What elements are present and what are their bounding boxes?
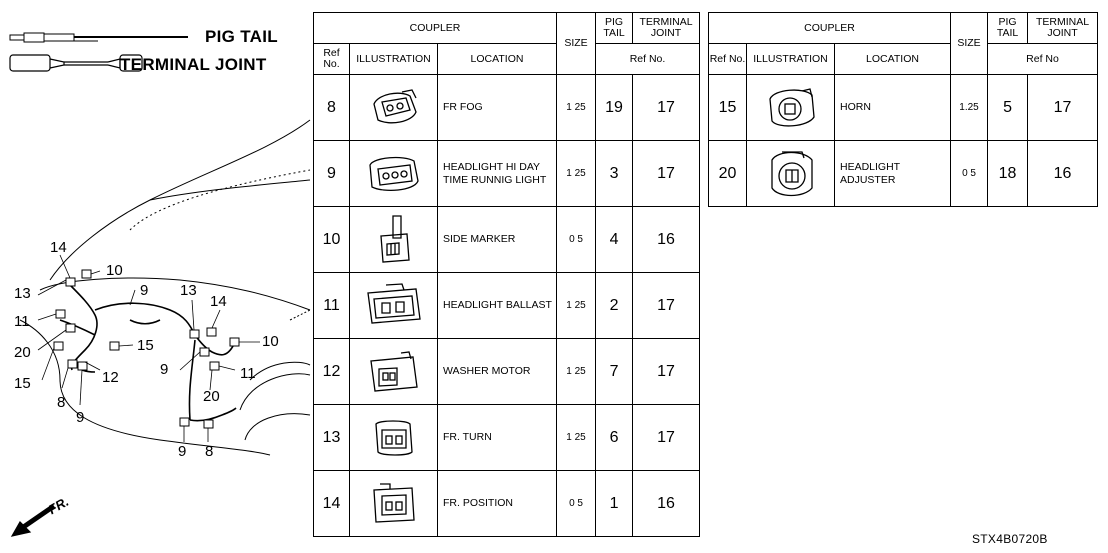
ballast-coupler-icon	[362, 281, 426, 331]
size-value: 1.25	[951, 75, 988, 141]
size-value: 1 25	[557, 405, 596, 471]
location-header: LOCATION	[835, 44, 951, 75]
callout-13: 13	[180, 282, 197, 299]
terminal-joint-ref: 17	[633, 339, 700, 405]
terminal-joint-ref: 16	[633, 207, 700, 273]
coupler-illustration	[350, 405, 438, 471]
position-coupler-icon	[366, 480, 422, 528]
ref-number: 11	[314, 273, 350, 339]
ref-number: 10	[314, 207, 350, 273]
callout-14: 14	[50, 239, 67, 256]
location-header: LOCATION	[438, 44, 557, 75]
terminal-joint-header: TERMINAL JOINT	[633, 13, 700, 44]
table-row	[314, 75, 700, 141]
ref-number: 8	[314, 75, 350, 141]
ref-number: 15	[709, 75, 747, 141]
coupler-table-left	[313, 12, 700, 537]
pig-tail-ref: 7	[596, 339, 633, 405]
pig-tail-header: PIG TAIL	[988, 13, 1028, 44]
terminal-joint-header: TERMINAL JOINT	[1028, 13, 1098, 44]
terminal-joint-ref: 17	[1028, 75, 1098, 141]
callout-13: 13	[14, 285, 31, 302]
callout-15: 15	[14, 375, 31, 392]
callout-11: 11	[14, 313, 30, 330]
size-value: 1 25	[557, 75, 596, 141]
coupler-header: COUPLER	[314, 13, 557, 44]
coupler-illustration	[350, 339, 438, 405]
coupler-illustration	[350, 75, 438, 141]
table-row	[709, 141, 1098, 207]
terminal-joint-ref: 17	[633, 405, 700, 471]
location-text: HEADLIGHT HI DAY TIME RUNNIG LIGHT	[438, 141, 557, 207]
coupler-illustration	[350, 207, 438, 273]
terminal-joint-ref: 17	[633, 273, 700, 339]
terminal-joint-ref: 16	[1028, 141, 1098, 207]
coupler-illustration	[350, 141, 438, 207]
callout-8: 8	[57, 394, 66, 411]
location-text: SIDE MARKER	[438, 207, 557, 273]
size-header: SIZE	[557, 13, 596, 75]
callout-9: 9	[76, 409, 85, 426]
callout-20: 20	[203, 388, 220, 405]
illustration-header: ILLUSTRATION	[747, 44, 835, 75]
pig-tail-ref: 18	[988, 141, 1028, 207]
front-direction-label: FR.	[45, 493, 72, 518]
pig-tail-ref: 4	[596, 207, 633, 273]
callout-8: 8	[205, 443, 214, 460]
location-text: FR. TURN	[438, 405, 557, 471]
callout-11: 11	[240, 365, 256, 382]
ref-no-subheader: Ref No.	[596, 44, 700, 75]
table-row	[314, 405, 700, 471]
callout-20: 20	[14, 344, 31, 361]
ref-no-header: Ref No.	[314, 44, 350, 75]
ref-number: 14	[314, 471, 350, 537]
table-row	[314, 471, 700, 537]
illustration-header: ILLUSTRATION	[350, 44, 438, 75]
size-value: 1 25	[557, 141, 596, 207]
pig-tail-ref: 1	[596, 471, 633, 537]
table-row	[314, 273, 700, 339]
diagram-code: STX4B0720B	[972, 532, 1048, 546]
location-text: HEADLIGHT ADJUSTER	[835, 141, 951, 207]
side-marker-coupler-icon	[369, 212, 419, 268]
coupler-illustration	[747, 141, 835, 207]
pig-tail-ref: 19	[596, 75, 633, 141]
size-value: 1 25	[557, 339, 596, 405]
table-row	[314, 141, 700, 207]
size-header: SIZE	[951, 13, 988, 75]
washer-coupler-icon	[363, 347, 425, 397]
callout-9: 9	[140, 282, 149, 299]
terminal-joint-ref: 17	[633, 75, 700, 141]
ref-number: 12	[314, 339, 350, 405]
size-value: 0 5	[951, 141, 988, 207]
fog-coupler-icon	[366, 86, 422, 130]
ref-number: 9	[314, 141, 350, 207]
coupler-header: COUPLER	[709, 13, 951, 44]
callout-10: 10	[262, 333, 279, 350]
pig-tail-ref: 2	[596, 273, 633, 339]
callout-15: 15	[137, 337, 154, 354]
location-text: FR. POSITION	[438, 471, 557, 537]
table-row	[314, 339, 700, 405]
ref-no-subheader: Ref No	[988, 44, 1098, 75]
pig-tail-ref: 3	[596, 141, 633, 207]
pig-tail-header: PIG TAIL	[596, 13, 633, 44]
terminal-joint-label: TERMINAL JOINT	[120, 55, 267, 74]
headlight-coupler-icon	[364, 151, 424, 197]
callout-12: 12	[102, 369, 119, 386]
coupler-illustration	[350, 471, 438, 537]
terminal-joint-ref: 16	[633, 471, 700, 537]
callout-9: 9	[160, 361, 169, 378]
horn-coupler-icon	[762, 83, 820, 133]
coupler-illustration	[350, 273, 438, 339]
ref-number: 20	[709, 141, 747, 207]
pig-tail-label: PIG TAIL	[205, 27, 278, 46]
table-row	[709, 75, 1098, 141]
location-text: WASHER MOTOR	[438, 339, 557, 405]
ref-no-header: Ref No.	[709, 44, 747, 75]
vehicle-front-sketch	[0, 80, 312, 520]
ref-number: 13	[314, 405, 350, 471]
pig-tail-icon	[10, 33, 188, 42]
coupler-illustration	[747, 75, 835, 141]
coupler-table-right	[708, 12, 1098, 207]
adjuster-coupler-icon	[762, 146, 820, 202]
location-text: HORN	[835, 75, 951, 141]
pig-tail-ref: 5	[988, 75, 1028, 141]
location-text: HEADLIGHT BALLAST	[438, 273, 557, 339]
size-value: 1 25	[557, 273, 596, 339]
callout-14: 14	[210, 293, 227, 310]
terminal-joint-ref: 17	[633, 141, 700, 207]
turn-coupler-icon	[366, 414, 422, 462]
size-value: 0 5	[557, 207, 596, 273]
callout-9: 9	[178, 443, 187, 460]
pig-tail-ref: 6	[596, 405, 633, 471]
table-row	[314, 207, 700, 273]
callout-10: 10	[106, 262, 123, 279]
location-text: FR FOG	[438, 75, 557, 141]
size-value: 0 5	[557, 471, 596, 537]
